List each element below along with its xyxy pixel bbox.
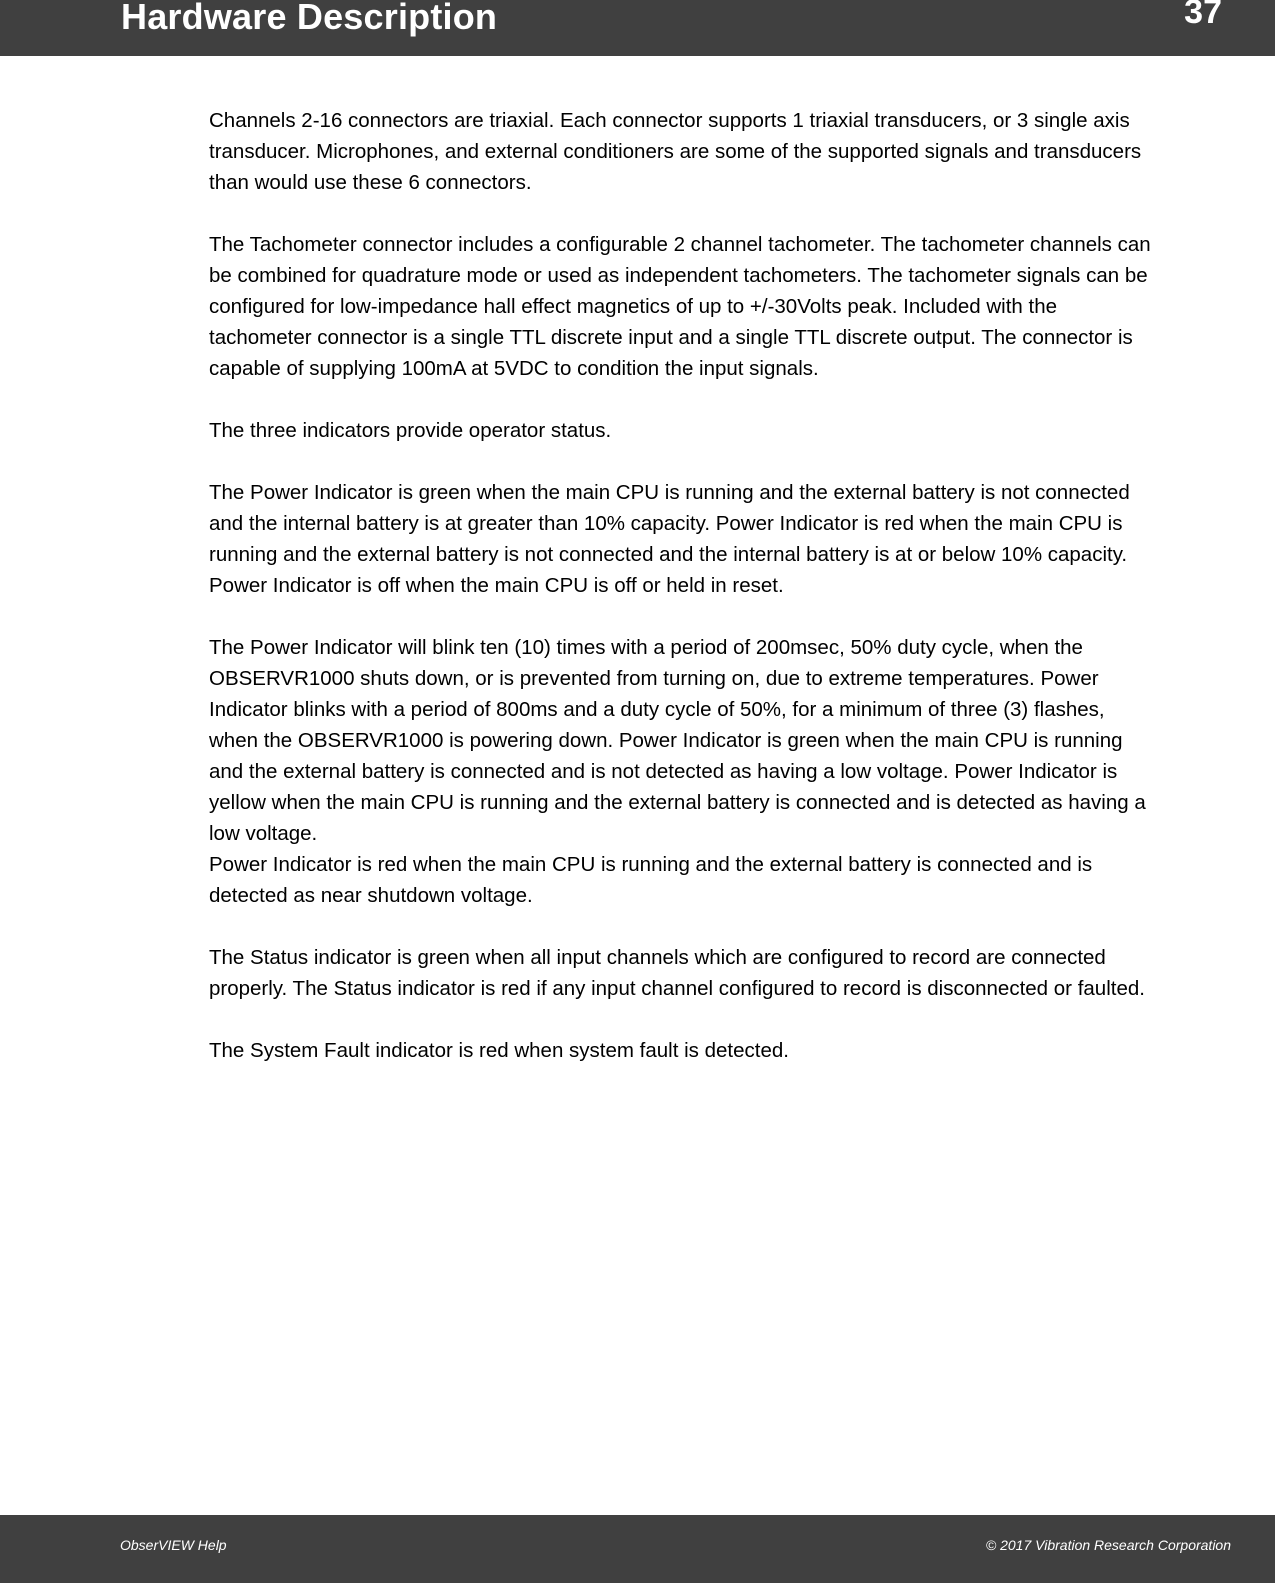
paragraph-indicators-intro: The three indicators provide operator status. <box>209 419 612 442</box>
footer-copyright: © 2017 Vibration Research Corporation <box>985 1537 1231 1553</box>
body-text <box>209 105 1159 1097</box>
paragraph-power-indicator-internal: The Power Indicator is green when the main CPU is running and the external battery is not connected and the internal battery is at greater than 10% capacity. Power Indicator is red when the main CPU is running and the external battery is not connected and the internal battery is at or below 10% capacity. Power Indicator is off when the main CPU is off or held in reset. <box>209 481 1130 597</box>
footer-product-name: ObserVIEW Help <box>120 1537 227 1553</box>
page-header <box>0 0 1275 56</box>
paragraph-power-indicator-shutdown: Power Indicator is red when the main CPU is running and the external battery is connected and is detected as near shutdown voltage. <box>209 853 1093 907</box>
paragraph-tachometer: The Tachometer connector includes a configurable 2 channel tachometer. The tachometer channels can be combined for quadrature mode or used as independent tachometers. The tachometer signals can be configured for low-impedance hall effect magnetics of up to +/-30Volts peak. Included with the tachometer connector is a single TTL discrete input and a single TTL discrete output. The connector is capable of supplying 100mA at 5VDC to condition the input signals. <box>209 233 1151 380</box>
paragraph-status-indicator: The Status indicator is green when all input channels which are configured to record are connected properly. The Status indicator is red if any input channel configured to record is disconnected or faulted. <box>209 946 1145 1000</box>
paragraph-system-fault-indicator: The System Fault indicator is red when system fault is detected. <box>209 1039 789 1062</box>
paragraph-channels-connectors: Channels 2-16 connectors are triaxial. Each connector supports 1 triaxial transducers, or 3 single axis transducer. Microphones, and external conditioners are some of the supported signals and transducers than would use these 6 connectors. <box>209 109 1142 194</box>
page-number: 37 <box>1184 0 1222 31</box>
page-footer <box>0 1515 1275 1583</box>
paragraph-power-indicator-blink: The Power Indicator will blink ten (10) times with a period of 200msec, 50% duty cycle, when the OBSERVR1000 shuts down, or is prevented from turning on, due to extreme temperatures. Power Indicator blinks with a period of 800ms and a duty cycle of 50%, for a minimum of three (3) flashes, when the OBSERVR1000 is powering down. Power Indicator is green when the main CPU is running and the external battery is connected and is not detected as having a low voltage. Power Indicator is yellow when the main CPU is running and the external battery is connected and is detected as having a low voltage. <box>209 636 1146 845</box>
section-title: Hardware Description <box>121 0 498 37</box>
